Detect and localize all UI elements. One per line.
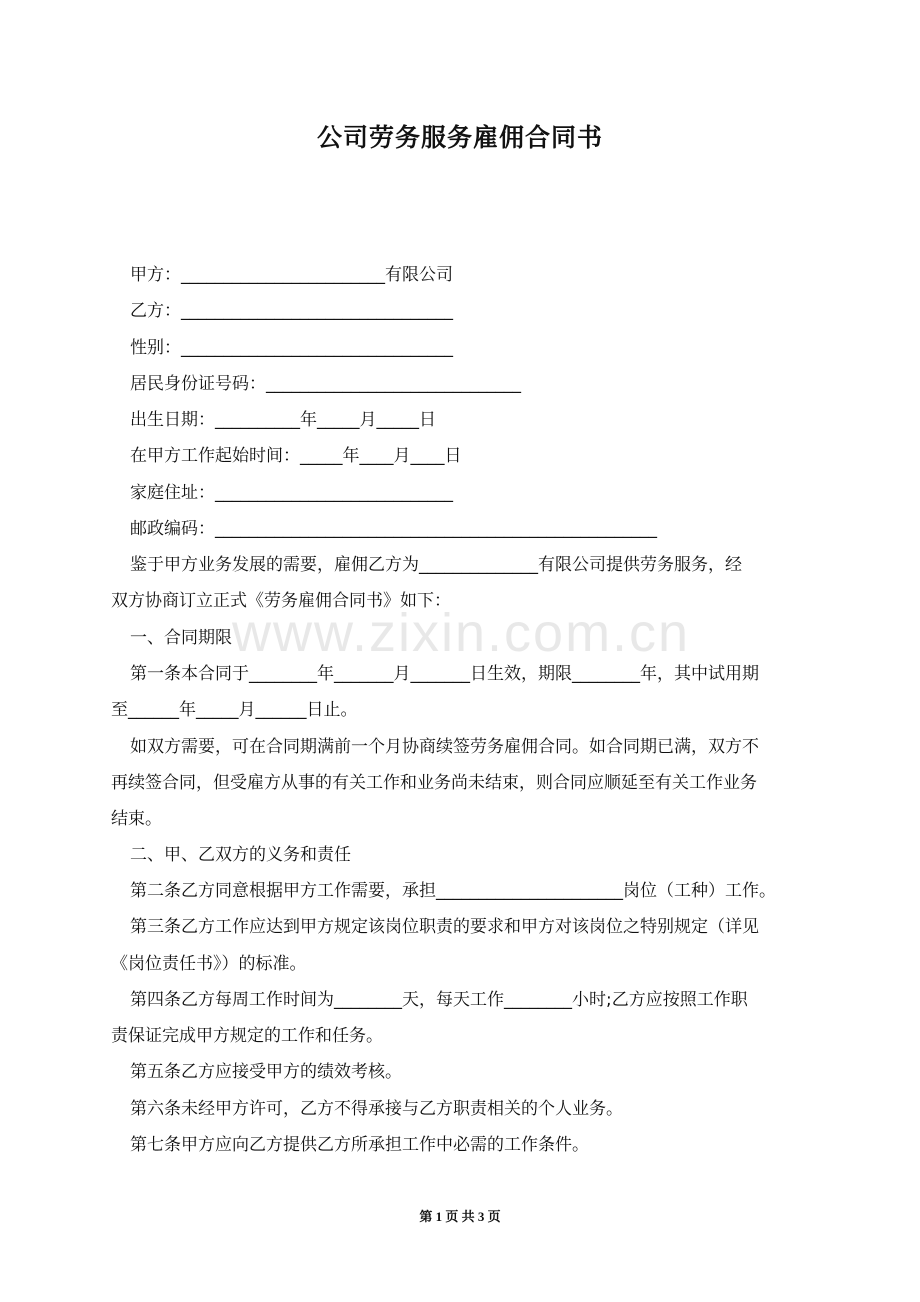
article-6-line: 第六条未经甲方许可，乙方不得承接与乙方职责相关的个人业务。 xyxy=(130,1099,623,1119)
field-party-a: 甲方：________________________有限公司 xyxy=(130,265,453,285)
article-4-line: 第四条乙方每周工作时间为________天，每天工作________小时;乙方应按照工作职 xyxy=(130,990,748,1010)
document-title: 公司劳务服务雇佣合同书 xyxy=(316,123,603,152)
field-gender: 性别：________________________________ xyxy=(130,338,453,358)
field-home-address: 家庭住址：____________________________ xyxy=(130,483,453,503)
field-party-b: 乙方：________________________________ xyxy=(130,301,453,321)
article-1-line: 至______年_____月______日止。 xyxy=(111,700,358,720)
watermark: www.zixin.com.cn xyxy=(232,603,691,663)
article-3-line: 《岗位责任书》）的标准。 xyxy=(111,954,307,974)
article-7-line: 第七条甲方应向乙方提供乙方所承担工作中必需的工作条件。 xyxy=(130,1135,589,1155)
field-id-number: 居民身份证号码：______________________________ xyxy=(130,374,521,394)
article-2-line: 第二条乙方同意根据甲方工作需要，承担______________________岗位（工种）工作。 xyxy=(130,881,776,901)
field-postal-code: 邮政编码：____________________________________________________ xyxy=(130,519,657,539)
intro-paragraph-line: 鉴于甲方业务发展的需要，雇佣乙方为______________有限公司提供劳务服务，经 xyxy=(130,555,742,575)
field-start-date: 在甲方工作起始时间：_____年____月____日 xyxy=(130,446,462,466)
article-5-line: 第五条乙方应接受甲方的绩效考核。 xyxy=(130,1062,402,1082)
renewal-paragraph-line: 结束。 xyxy=(111,809,162,829)
renewal-paragraph-line: 如双方需要，可在合同期满前一个月协商续签劳务雇佣合同。如合同期已满，双方不 xyxy=(130,737,759,757)
renewal-paragraph-line: 再续签合同，但受雇方从事的有关工作和业务尚未结束，则合同应顺延至有关工作业务 xyxy=(111,773,757,793)
section-heading: 二、甲、乙双方的义务和责任 xyxy=(130,845,351,865)
page-number-footer: 第 1 页 共 3 页 xyxy=(419,1209,501,1224)
article-3-line: 第三条乙方工作应达到甲方规定该岗位职责的要求和甲方对该岗位之特别规定（详见 xyxy=(130,917,759,937)
article-1-line: 第一条本合同于________年_______月_______日生效，期限________年，其中试用期 xyxy=(130,664,759,684)
article-4-line: 责保证完成甲方规定的工作和任务。 xyxy=(111,1026,383,1046)
intro-paragraph-line: 双方协商订立正式《劳务雇佣合同书》如下： xyxy=(111,591,451,611)
field-birth-date: 出生日期：__________年_____月_____日 xyxy=(130,410,436,430)
section-heading: 一、合同期限 xyxy=(130,628,232,648)
